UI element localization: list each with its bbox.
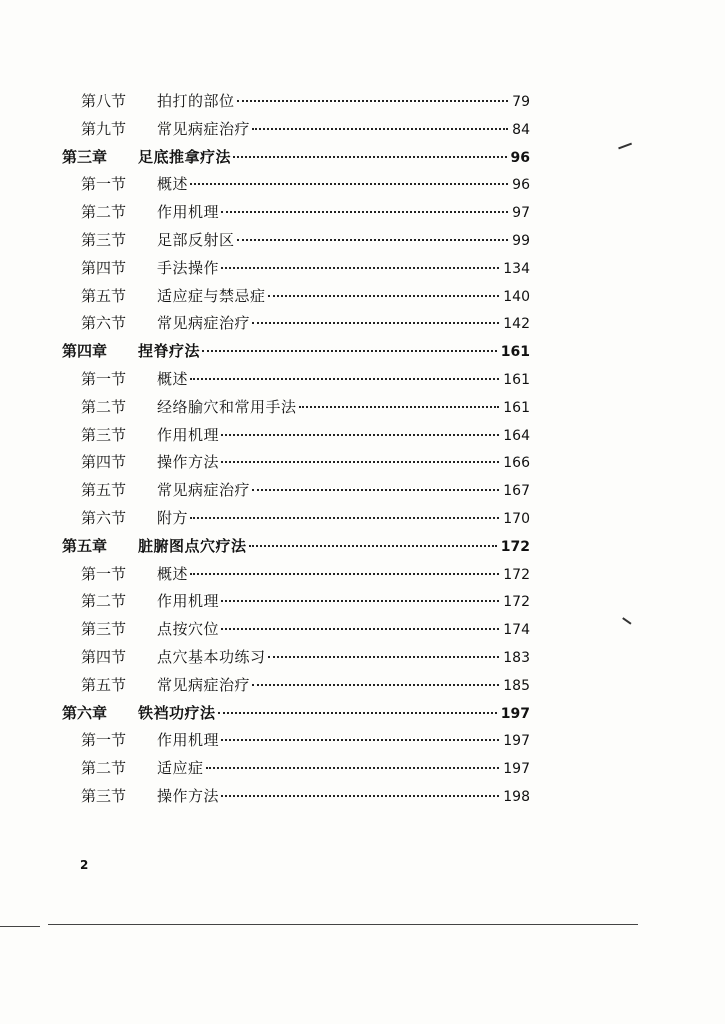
toc-section-row	[62, 616, 530, 644]
toc-entry-page: 197	[503, 761, 530, 778]
toc-section-row	[62, 672, 530, 700]
toc-entry-number: 第五节	[81, 286, 127, 305]
bottom-rule-left-fragment	[0, 926, 40, 927]
toc-entry-number: 第一节	[81, 369, 127, 388]
dot-leader	[252, 128, 508, 130]
toc-entry-page: 167	[503, 483, 530, 500]
toc-section-row	[62, 727, 530, 755]
dot-leader	[268, 295, 500, 297]
dot-leader	[237, 239, 509, 241]
toc-entry-number: 第二节	[81, 759, 127, 778]
dot-leader	[221, 434, 499, 436]
toc-entry-number: 第六章	[62, 703, 108, 722]
toc-entry-number: 第四节	[81, 647, 127, 666]
dot-leader	[237, 100, 509, 102]
toc-entry-title: 足底推拿疗法	[138, 147, 232, 166]
toc-entry-title: 概述	[157, 564, 189, 583]
toc-entry-title: 点按穴位	[157, 620, 220, 639]
dot-leader	[249, 545, 497, 547]
dot-leader	[218, 712, 497, 714]
toc-entry-title: 足部反射区	[157, 230, 235, 249]
toc-entry-title: 常见病症治疗	[157, 481, 251, 500]
toc-section-row	[62, 255, 530, 283]
toc-entry-page: 140	[503, 288, 530, 305]
toc-entry-number: 第六节	[81, 314, 127, 333]
toc-entry-title: 适应症	[157, 759, 204, 778]
toc-section-row	[62, 88, 530, 116]
toc-entry-number: 第三节	[81, 620, 127, 639]
toc-section-row	[62, 366, 530, 394]
dot-leader	[206, 767, 500, 769]
toc-entry-title: 点穴基本功练习	[157, 647, 266, 666]
toc-entry-page: 96	[512, 177, 530, 194]
toc-entry-page: 197	[503, 733, 530, 750]
toc-entry-page: 185	[503, 677, 530, 694]
toc-chapter-row	[62, 144, 530, 172]
toc-entry-page: 172	[503, 566, 530, 583]
toc-entry-number: 第一节	[81, 564, 127, 583]
toc-entry-title: 铁裆功疗法	[138, 703, 216, 722]
toc-entry-number: 第三章	[62, 147, 108, 166]
toc-entry-number: 第四节	[81, 258, 127, 277]
dot-leader	[221, 795, 499, 797]
toc-section-row	[62, 477, 530, 505]
toc-section-row	[62, 644, 530, 672]
dot-leader	[221, 600, 499, 602]
toc-section-row	[62, 199, 530, 227]
toc-entry-page: 84	[512, 121, 530, 138]
toc-entry-number: 第四章	[62, 342, 108, 361]
toc-entry-page: 96	[510, 149, 530, 166]
dot-leader	[190, 517, 499, 519]
toc-entry-title: 常见病症治疗	[157, 314, 251, 333]
toc-section-row	[62, 505, 530, 533]
toc-entry-title: 拍打的部位	[157, 92, 235, 110]
toc-entry-title: 捏脊疗法	[138, 342, 201, 361]
toc-section-row	[62, 394, 530, 422]
toc-entry-title: 操作方法	[157, 786, 220, 805]
toc-entry-number: 第八节	[81, 92, 127, 110]
toc-entry-number: 第二节	[81, 397, 127, 416]
dot-leader	[221, 461, 499, 463]
toc-section-row	[62, 588, 530, 616]
toc-section-row	[62, 422, 530, 450]
toc-entry-title: 手法操作	[157, 258, 220, 277]
toc-entry-page: 79	[512, 94, 530, 110]
toc-section-row	[62, 283, 530, 311]
toc-entry-number: 第二节	[81, 203, 127, 222]
dot-leader	[299, 406, 500, 408]
toc-entry-number: 第二节	[81, 592, 127, 611]
toc-entry-title: 作用机理	[157, 592, 220, 611]
toc-section-row	[62, 783, 530, 811]
dot-leader	[190, 378, 499, 380]
toc-entry-page: 142	[503, 316, 530, 333]
toc-entry-title: 操作方法	[157, 453, 220, 472]
scan-mark	[622, 617, 631, 624]
toc-entry-title: 常见病症治疗	[157, 119, 251, 138]
toc-entry-number: 第六节	[81, 508, 127, 527]
bottom-rule	[48, 924, 638, 925]
dot-leader	[221, 267, 499, 269]
toc-entry-page: 164	[503, 427, 530, 444]
toc-entry-page: 97	[512, 205, 530, 222]
toc-entry-page: 161	[503, 371, 530, 388]
dot-leader	[233, 156, 507, 158]
toc-entry-title: 脏腑图点穴疗法	[138, 536, 247, 555]
dot-leader	[190, 573, 499, 575]
toc-entry-page: 197	[500, 705, 530, 722]
toc-entry-page: 161	[500, 344, 530, 361]
dot-leader	[221, 628, 499, 630]
toc-entry-number: 第五章	[62, 536, 108, 555]
toc-section-row	[62, 561, 530, 589]
dot-leader	[268, 656, 500, 658]
toc-entry-page: 198	[503, 788, 530, 805]
toc-entry-title: 经络腧穴和常用手法	[157, 397, 297, 416]
toc-entry-page: 134	[503, 260, 530, 277]
toc-entry-title: 概述	[157, 369, 189, 388]
toc-entry-page: 161	[503, 399, 530, 416]
toc-entry-number: 第五节	[81, 481, 127, 500]
toc-section-row	[62, 116, 530, 144]
toc-section-row	[62, 449, 530, 477]
toc-entry-number: 第三节	[81, 230, 127, 249]
toc-entry-title: 适应症与禁忌症	[157, 286, 266, 305]
dot-leader	[202, 350, 497, 352]
scan-mark	[618, 143, 632, 149]
dot-leader	[221, 739, 499, 741]
toc-section-row	[62, 171, 530, 199]
toc-entry-page: 183	[503, 649, 530, 666]
toc-entry-title: 概述	[157, 175, 189, 194]
dot-leader	[252, 322, 499, 324]
toc-entry-number: 第五节	[81, 675, 127, 694]
toc-section-row	[62, 227, 530, 255]
toc-entry-page: 166	[503, 455, 530, 472]
toc-section-row	[62, 755, 530, 783]
toc-entry-number: 第三节	[81, 425, 127, 444]
toc-entry-page: 99	[512, 232, 530, 249]
toc-entry-page: 172	[503, 594, 530, 611]
toc-entry-title: 作用机理	[157, 425, 220, 444]
dot-leader	[221, 211, 508, 213]
toc-entry-number: 第一节	[81, 731, 127, 750]
toc-entry-title: 作用机理	[157, 203, 220, 222]
toc-chapter-row	[62, 338, 530, 366]
toc-entry-number: 第一节	[81, 175, 127, 194]
dot-leader	[252, 684, 499, 686]
toc-entry-page: 174	[503, 622, 530, 639]
toc-section-row	[62, 310, 530, 338]
toc-entry-title: 常见病症治疗	[157, 675, 251, 694]
table-of-contents	[62, 88, 530, 811]
toc-entry-number: 第三节	[81, 786, 127, 805]
toc-entry-page: 170	[503, 510, 530, 527]
toc-entry-title: 附方	[157, 508, 189, 527]
toc-chapter-row	[62, 533, 530, 561]
toc-entry-title: 作用机理	[157, 731, 220, 750]
toc-entry-number: 第四节	[81, 453, 127, 472]
page-number: 2	[80, 858, 89, 872]
toc-chapter-row	[62, 700, 530, 728]
dot-leader	[190, 183, 508, 185]
dot-leader	[252, 489, 499, 491]
toc-entry-number: 第九节	[81, 119, 127, 138]
toc-entry-page: 172	[500, 538, 530, 555]
